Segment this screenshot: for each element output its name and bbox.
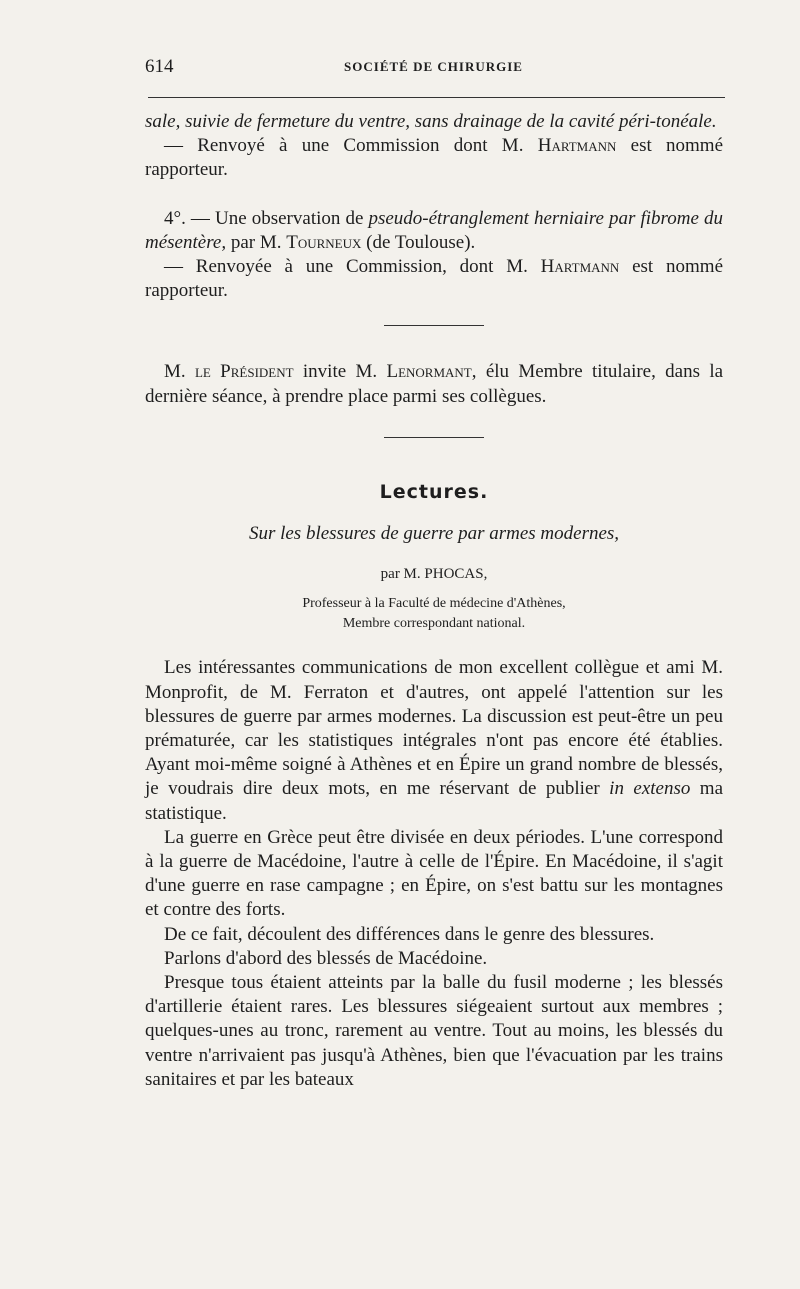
paragraph-1: Les intéressantes communications de mon excellent collègue et ami M. Monprofit, de M. Ferraton et d'autres, ont appelé l'attention sur les blessures de guerre par armes modernes. La discussion est peut-être un peu prématurée, car les statistiques intégrales n'ont pas encore été établies. Ayant moi-même soigné à Athènes et en Épire un grand nombre de blessés, je voudrais dire deux mots, en me réservant de publier in extenso ma statistique. xyxy=(145,657,724,824)
author-affiliation-2: Membre correspondant national. xyxy=(342,616,526,632)
item4-referral: — Renvoyée à une Commission, dont M. Hartmann est nommé rapporteur. xyxy=(145,256,723,302)
page-header xyxy=(145,56,722,80)
item3-referral: — Renvoyé à une Commission dont M. Hartmann est nommé rapporteur. xyxy=(145,135,724,181)
item3-title-continuation: sale, suivie de fermeture du ventre, sans drainage de la cavité péri-tonéale. xyxy=(145,111,717,132)
paragraph-2: La guerre en Grèce peut être divisée en deux périodes. L'une correspond à la guerre de Macédoine, l'autre à celle de l'Épire. En Macédoine, il s'agit d'une guerre en rase campagne ; en Épire, on s'est battu sur les montagnes et contre des forts. xyxy=(145,826,723,921)
author-affiliation-1: Professeur à la Faculté de médecine d'Athènes, xyxy=(302,596,566,612)
page-body xyxy=(145,110,723,1092)
item4-communication: 4°. — Une observation de pseudo-étranglement herniaire par fibrome du mésentère, par M. Tourneux (de Toulouse). xyxy=(145,207,723,253)
president-announcement: M. le Président invite M. Lenormant, élu Membre titulaire, dans la dernière séance, à prendre place parmi ses collègues. xyxy=(145,361,724,407)
paragraph-4: Parlons d'abord des blessés de Macédoine. xyxy=(164,947,488,969)
section-title-lectures: Lectures. xyxy=(379,480,489,503)
header-rule xyxy=(148,97,725,98)
separator-rule-2 xyxy=(384,437,484,438)
article-author: par M. PHOCAS, xyxy=(380,566,488,583)
running-title: SOCIÉTÉ DE CHIRURGIE xyxy=(344,59,523,74)
separator-rule-1 xyxy=(384,325,484,326)
page-number: 614 xyxy=(145,56,174,77)
article-title: Sur les blessures de guerre par armes modernes, xyxy=(248,523,620,545)
paragraph-5: Presque tous étaient atteints par la balle du fusil moderne ; les blessés d'artillerie étaient rares. Les blessures siégeaient surtout aux membres ; quelques-unes au tronc, rarement au ventre. Tout au moins, les blessés du ventre n'arrivaient pas jusqu'à Athènes, bien que l'évacuation par les trains sanitaires et par les bateaux xyxy=(145,972,723,1090)
paragraph-3: De ce fait, découlent des différences dans le genre des blessures. xyxy=(164,923,655,945)
